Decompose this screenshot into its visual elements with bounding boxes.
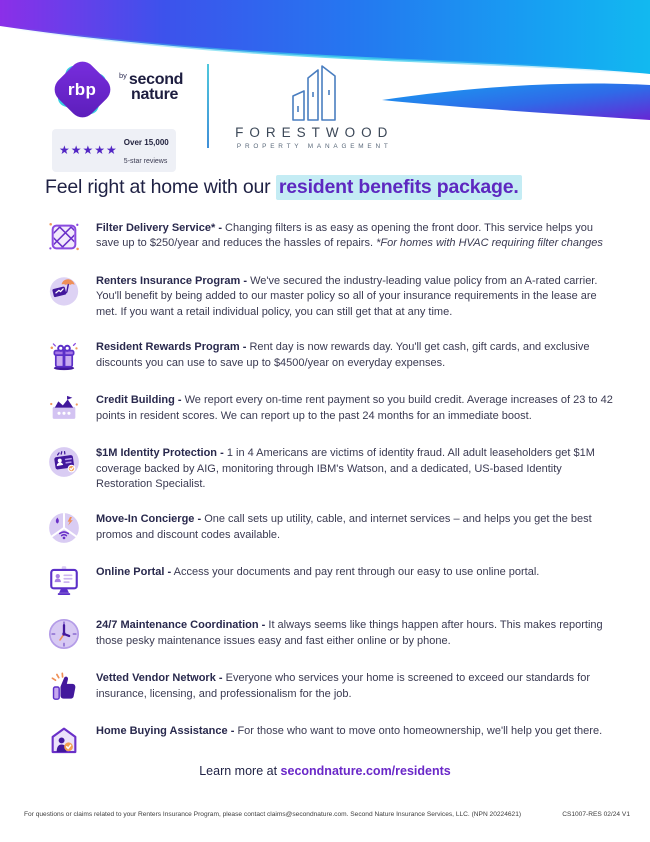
rating-badge: [52, 129, 176, 172]
list-item: 24/7 Maintenance Coordination - It always seems like things happen after hours. This makes reporting those pesky maintenance issues easy and fast either online or by phone.: [46, 617, 616, 651]
residents-link[interactable]: secondnature.com/residents: [280, 764, 451, 778]
benefit-title: Move-In Concierge: [96, 513, 195, 526]
online-portal-icon: [46, 564, 82, 598]
partner-subtitle: PROPERTY MANAGEMENT: [236, 143, 392, 150]
list-item: Credit Building - We report every on-time rent payment so you build credit. Average increases of 23 to 42 points in resident scores. We can report up to the past 24 months for an immediate boost.: [46, 392, 616, 426]
benefit-title: $1M Identity Protection: [96, 447, 218, 460]
brand-word-second: second: [128, 71, 184, 88]
headline-highlight: resident benefits package.: [276, 175, 522, 200]
second-nature-wordmark: [119, 60, 183, 102]
benefit-title: Renters Insurance Program: [96, 275, 241, 287]
benefit-description: Access your documents and pay rent through our easy to use online portal.: [173, 566, 540, 579]
logo-divider: [207, 64, 209, 148]
list-item: Move-In Concierge - One call sets up utility, cable, and internet services – and helps you get the best promos and discount codes available.: [46, 511, 616, 545]
id-card-icon: [46, 445, 82, 479]
benefit-description: It always seems like things happen after hours. This makes reporting those pesky maintenance issues easy and fast either online or by phone.: [96, 619, 603, 647]
list-item: Vetted Vendor Network - Everyone who services your home is screened to exceed our standards for insurance, licensing, and professionalism for the job.: [46, 670, 616, 704]
benefit-title: Home Buying Assistance: [96, 725, 228, 738]
home-buying-icon: [46, 723, 82, 757]
list-item: Renters Insurance Program - We've secured the industry-leading value policy from an A-rated carrier. You'll benefit by being added to our master policy so all of your insurance requirements in the lease are met. If you want a retail individual policy, you can still get that at any time.: [46, 273, 616, 320]
rbp-logo: [52, 60, 112, 120]
list-item: $1M Identity Protection - 1 in 4 Americans are victims of identity fraud. All adult leaseholders get $1M coverage backed by AIG, monitoring through IBM's Watson, and a dedicated, US-based Identity Restoration Specialist.: [46, 445, 616, 492]
forestwood-buildings-icon: [285, 60, 343, 122]
five-stars-icon: ★★★★★: [59, 142, 118, 157]
benefit-note: *For homes with HVAC requiring filter changes: [376, 237, 603, 250]
benefit-title: Credit Building: [96, 394, 175, 407]
thumbs-up-icon: [46, 670, 82, 704]
brand-word-nature: nature: [131, 85, 179, 103]
list-item: Resident Rewards Program - Rent day is now rewards day. You'll get cash, gift cards, and exclusive discounts you can use to save up to $4500/year on everyday expenses.: [46, 339, 616, 373]
benefit-description: Rent day is now rewards day. You'll get cash, gift cards, and exclusive discounts you can use to save up to $4500/year on everyday expenses.: [96, 341, 590, 369]
partner-name: FORESTWOOD: [235, 125, 394, 140]
benefit-description: Changing filters is as easy as opening the front door. This service helps you save up to $250/year and reduces the hassles of repairs.: [96, 222, 593, 250]
benefit-description: We've secured the industry-leading value policy from an A-rated carrier. You'll benefit by being added to our master policy so all of your insurance requirements in the lease are met. If you want a retail individual policy, you can still get that at any time.: [96, 275, 598, 318]
rating-caption: 5-star reviews: [123, 157, 168, 165]
benefit-description: One call sets up utility, cable, and internet services – and helps you get the best promos and discount codes available.: [96, 513, 592, 541]
fine-print-row: [24, 811, 630, 818]
list-item: Filter Delivery Service* - Changing filters is as easy as opening the front door. This service helps you save up to $250/year and reduces the hassles of repairs. *For homes with HVAC requiring filter changes: [46, 220, 616, 254]
benefit-description: Everyone who services your home is screened to exceed our standards for insurance, licensing, and professionalism for the job.: [96, 672, 591, 700]
headline-prefix: Feel right at home with our: [45, 176, 271, 198]
learn-more-prefix: Learn more at: [199, 764, 278, 778]
rating-count: Over 15,000: [123, 138, 169, 147]
benefit-description: We report every on-time rent payment so you build credit. Average increases of 23 to 42 points in resident scores. We can report up to the past 24 months for an immediate boost.: [96, 394, 613, 422]
benefit-title: Vetted Vendor Network: [96, 672, 216, 685]
benefit-description: For those who want to move onto homeownership, we'll help you get there.: [237, 725, 603, 738]
benefit-title: 24/7 Maintenance Coordination: [96, 619, 259, 632]
benefit-title: Filter Delivery Service*: [96, 222, 216, 234]
benefit-description: 1 in 4 Americans are victims of identity fraud. All adult leaseholders get $1M coverage backed by AIG, monitoring through IBM's Watson, and a dedicated, US-based Identity Restoration Specialist.: [96, 447, 595, 490]
document-code: CS1007-RES 02/24 V1: [562, 811, 630, 818]
utilities-icon: [46, 511, 82, 545]
insurance-disclaimer: For questions or claims related to your Renters Insurance Program, please contact claims@secondnature.com. Second Nature Insurance Services, LLC. (NPN 20224621): [24, 811, 522, 818]
logo-row: [52, 60, 393, 172]
list-item: Home Buying Assistance - For those who want to move onto homeownership, we'll help you get there.: [46, 723, 616, 757]
filter-icon: [46, 220, 82, 254]
page-title: [45, 175, 615, 199]
benefit-title: Online Portal: [96, 566, 165, 579]
rbp-brand-block: [52, 60, 183, 172]
gift-icon: [46, 339, 82, 373]
rbp-logo-text: rbp: [67, 80, 97, 99]
partner-logo-block: [235, 60, 393, 150]
benefit-title: Resident Rewards Program: [96, 341, 240, 354]
list-item: Online Portal - Access your documents and pay rent through our easy to use online portal.: [46, 564, 616, 598]
benefits-list: [46, 220, 616, 757]
umbrella-insurance-icon: [46, 273, 82, 307]
credit-crown-icon: [46, 392, 82, 426]
by-label: by: [119, 71, 127, 80]
clock-icon: [46, 617, 82, 651]
learn-more-line: [0, 764, 650, 778]
